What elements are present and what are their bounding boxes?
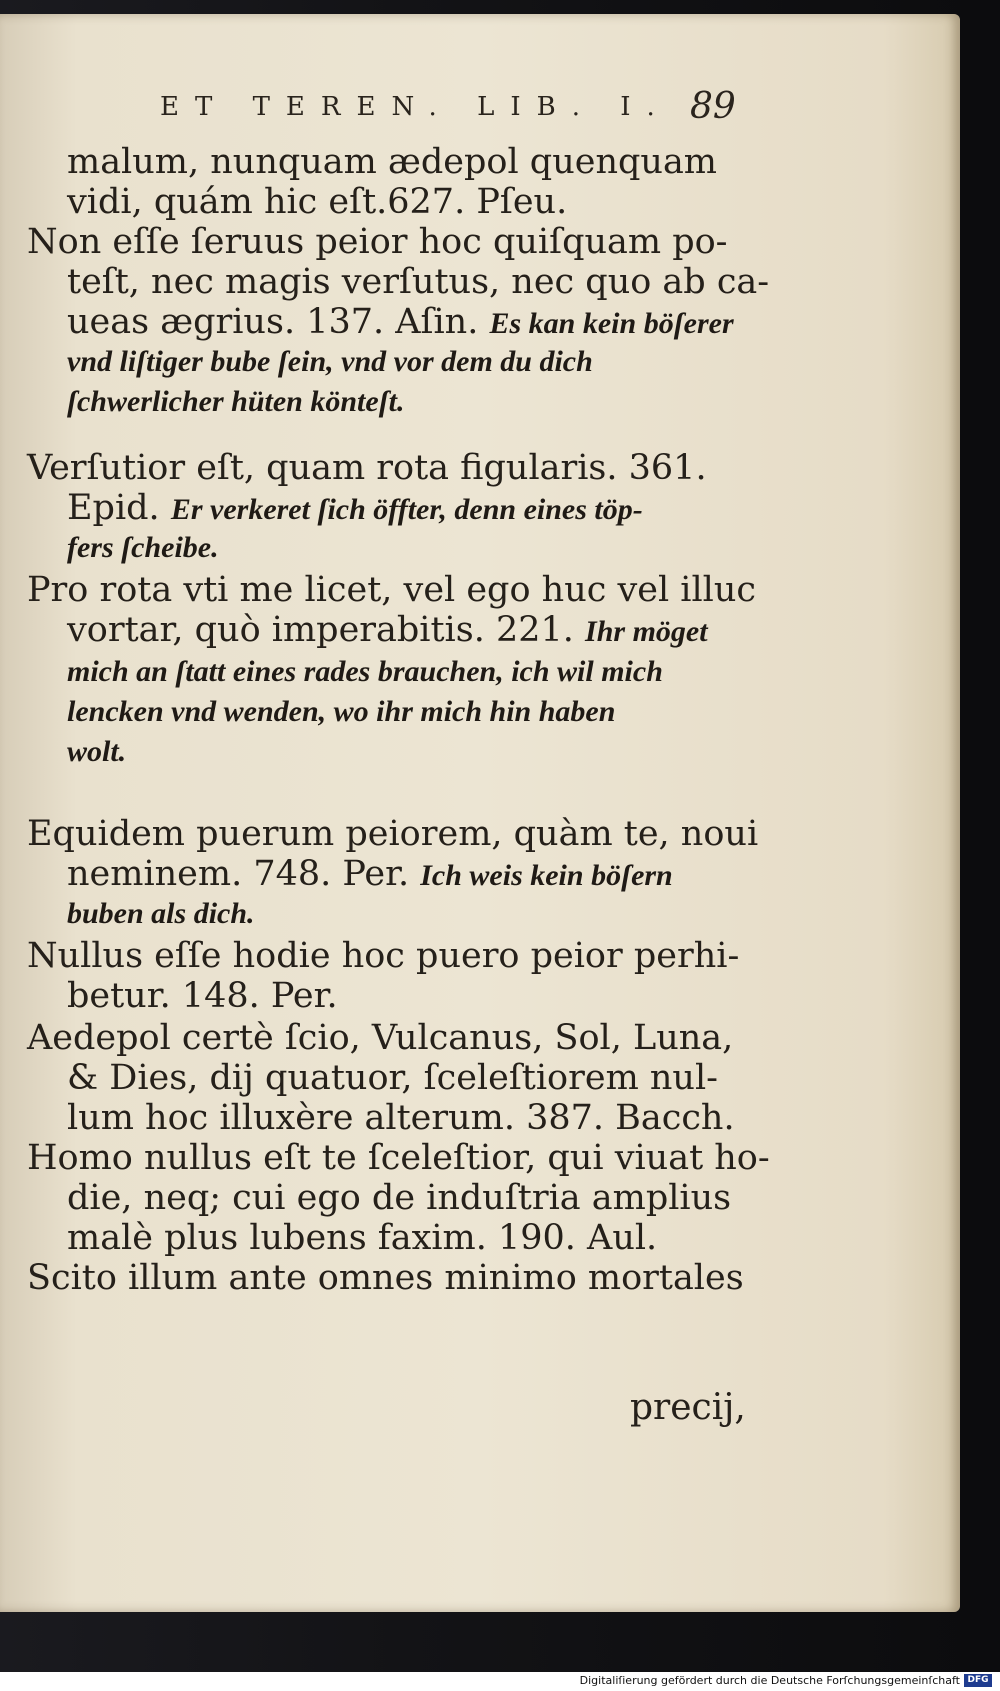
text-line — [27, 1258, 744, 1298]
text-line — [27, 448, 707, 488]
text-line: vnd liſtiger bube ſein, vnd vor dem du dich — [67, 345, 593, 378]
dfg-logo-icon: DFG — [964, 1674, 992, 1687]
text-line — [67, 976, 338, 1016]
catchword: precij, — [630, 1387, 746, 1428]
latin-text: Pro rota vti me licet, vel ego huc vel illuc — [27, 570, 757, 610]
latin-text: Nullus eſſe hodie hoc puero peior perhi- — [27, 936, 740, 976]
text-line: wolt. — [67, 735, 127, 768]
latin-text: neminem. 748. Per. — [67, 854, 410, 894]
text-line — [67, 488, 643, 528]
page-number: 89 — [690, 86, 736, 127]
latin-text: Non eſſe ſeruus peior hoc quiſquam po- — [27, 222, 728, 262]
latin-text: malum, nunquam ædepol quenquam — [67, 142, 717, 182]
text-line — [67, 182, 567, 222]
latin-text: malè plus lubens faxim. 190. Aul. — [67, 1218, 658, 1258]
latin-text: Equidem puerum peiorem, quàm te, noui — [27, 814, 759, 854]
text-line — [67, 1058, 718, 1098]
text-line — [27, 936, 739, 976]
text-line: ſchwerlicher hüten könteſt. — [67, 385, 405, 418]
latin-text: vortar, quò imperabitis. 221. — [67, 610, 574, 650]
text-line: mich an ſtatt eines rades brauchen, ich wil mich — [67, 655, 663, 688]
text-line — [27, 1138, 770, 1178]
latin-text: teſt, nec magis verſutus, nec quo ab ca- — [67, 262, 770, 302]
german-text: Es kan kein böſerer — [489, 307, 734, 340]
latin-text: betur. 148. Per. — [67, 976, 338, 1016]
text-line: lencken vnd wenden, wo ihr mich hin haben — [67, 695, 616, 728]
text-line: fers ſcheibe. — [67, 531, 219, 564]
text-line — [67, 1218, 657, 1258]
text-line — [27, 1018, 733, 1058]
text-line — [67, 610, 708, 650]
latin-text: Epid. — [67, 488, 160, 528]
latin-text: Verſutior eſt, quam rota figularis. 361. — [27, 448, 707, 488]
text-line — [67, 1178, 731, 1218]
text-line — [67, 262, 769, 302]
latin-text: lum hoc illuxère alterum. 387. Bacch. — [67, 1098, 735, 1138]
text-line — [67, 302, 734, 342]
text-line — [67, 854, 673, 894]
text-line: buben als dich. — [67, 897, 255, 930]
latin-text: Scito illum ante omnes minimo mortales — [27, 1258, 744, 1298]
german-text: Ihr möget — [585, 615, 708, 648]
latin-text: Homo nullus eſt te ſceleſtior, qui viuat ho- — [27, 1138, 770, 1178]
latin-text: die, neq; cui ego de induſtria amplius — [67, 1178, 732, 1218]
text-line — [67, 1098, 735, 1138]
text-line — [27, 814, 758, 854]
latin-text: Aedepol certè ſcio, Vulcanus, Sol, Luna, — [27, 1018, 734, 1058]
german-text: Er verkeret ſich öffter, denn eines töp- — [170, 493, 643, 526]
running-head: ET TEREN. LIB. I. — [160, 92, 671, 122]
digitization-credit: Digitaliſierung gefördert durch die Deutsche Forſchungsgemeinſchaft — [579, 1674, 960, 1687]
german-text: Ich weis kein böſern — [420, 859, 673, 892]
text-line — [27, 570, 756, 610]
latin-text: ueas ægrius. 137. Aſin. — [67, 302, 479, 342]
latin-text: & Dies, dij quatuor, ſceleſtiorem nul- — [67, 1058, 718, 1098]
text-line — [67, 142, 717, 182]
text-line — [27, 222, 728, 262]
latin-text: vidi, quám hic eſt.627. Pſeu. — [67, 182, 568, 222]
